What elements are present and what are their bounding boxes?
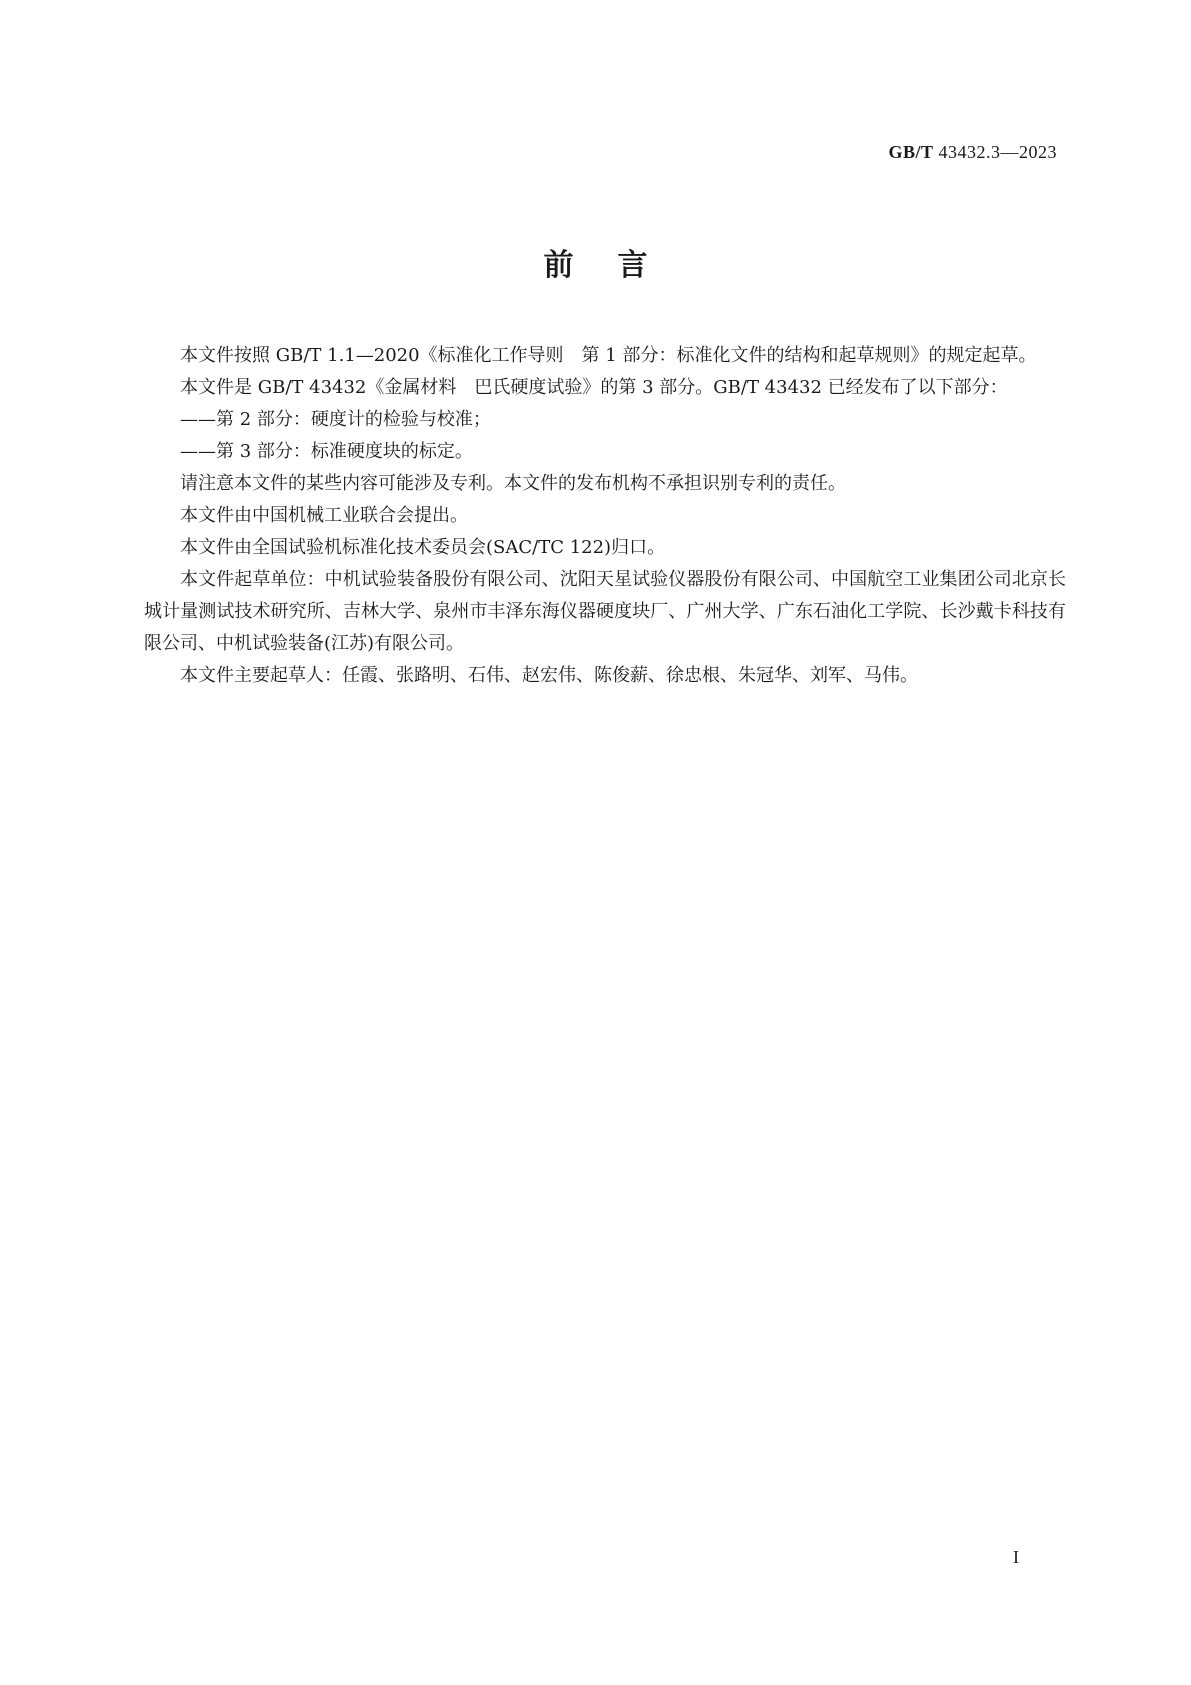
paragraph-patent-notice: 请注意本文件的某些内容可能涉及专利。本文件的发布机构不承担识别专利的责任。	[180, 473, 846, 494]
list-item-part-2: ——第 2 部分：硬度计的检验与校准；	[180, 409, 491, 430]
paragraph-proposed-by: 本文件由中国机械工业联合会提出。	[180, 505, 468, 526]
paragraph-drafting-organizations: 本文件起草单位：中机试验装备股份有限公司、沈阳天星试验仪器股份有限公司、中国航空工业集团公司北京长城计量测试技术研究所、吉林大学、泉州市丰泽东海仪器硬度块厂、广州大学、广东石油化工学院、长沙戴卡科技有限公司、中机试验装备(江苏)有限公司。	[144, 569, 1066, 654]
standard-number	[888, 142, 1057, 163]
paragraph-series-info: 本文件是 GB/T 43432《金属材料 巴氏硬度试验》的第 3 部分。GB/T 43432 已经发布了以下部分：	[180, 377, 1008, 398]
page-number: I	[1013, 1547, 1019, 1567]
paragraph-under-jurisdiction: 本文件由全国试验机标准化技术委员会(SAC/TC 122)归口。	[180, 537, 666, 558]
standard-prefix: GB/T	[888, 142, 934, 162]
list-item-part-3: ——第 3 部分：标准硬度块的标定。	[180, 441, 473, 462]
page-title: 前言	[543, 248, 692, 283]
standard-code: 43432.3—2023	[938, 142, 1057, 162]
foreword-body	[144, 340, 1066, 692]
paragraph-drafting-rules: 本文件按照 GB/T 1.1—2020《标准化工作导则 第 1 部分：标准化文件的结构和起草规则》的规定起草。	[180, 345, 1037, 366]
paragraph-drafters: 本文件主要起草人：任霞、张路明、石伟、赵宏伟、陈俊薪、徐忠根、朱冠华、刘军、马伟。	[180, 665, 918, 686]
